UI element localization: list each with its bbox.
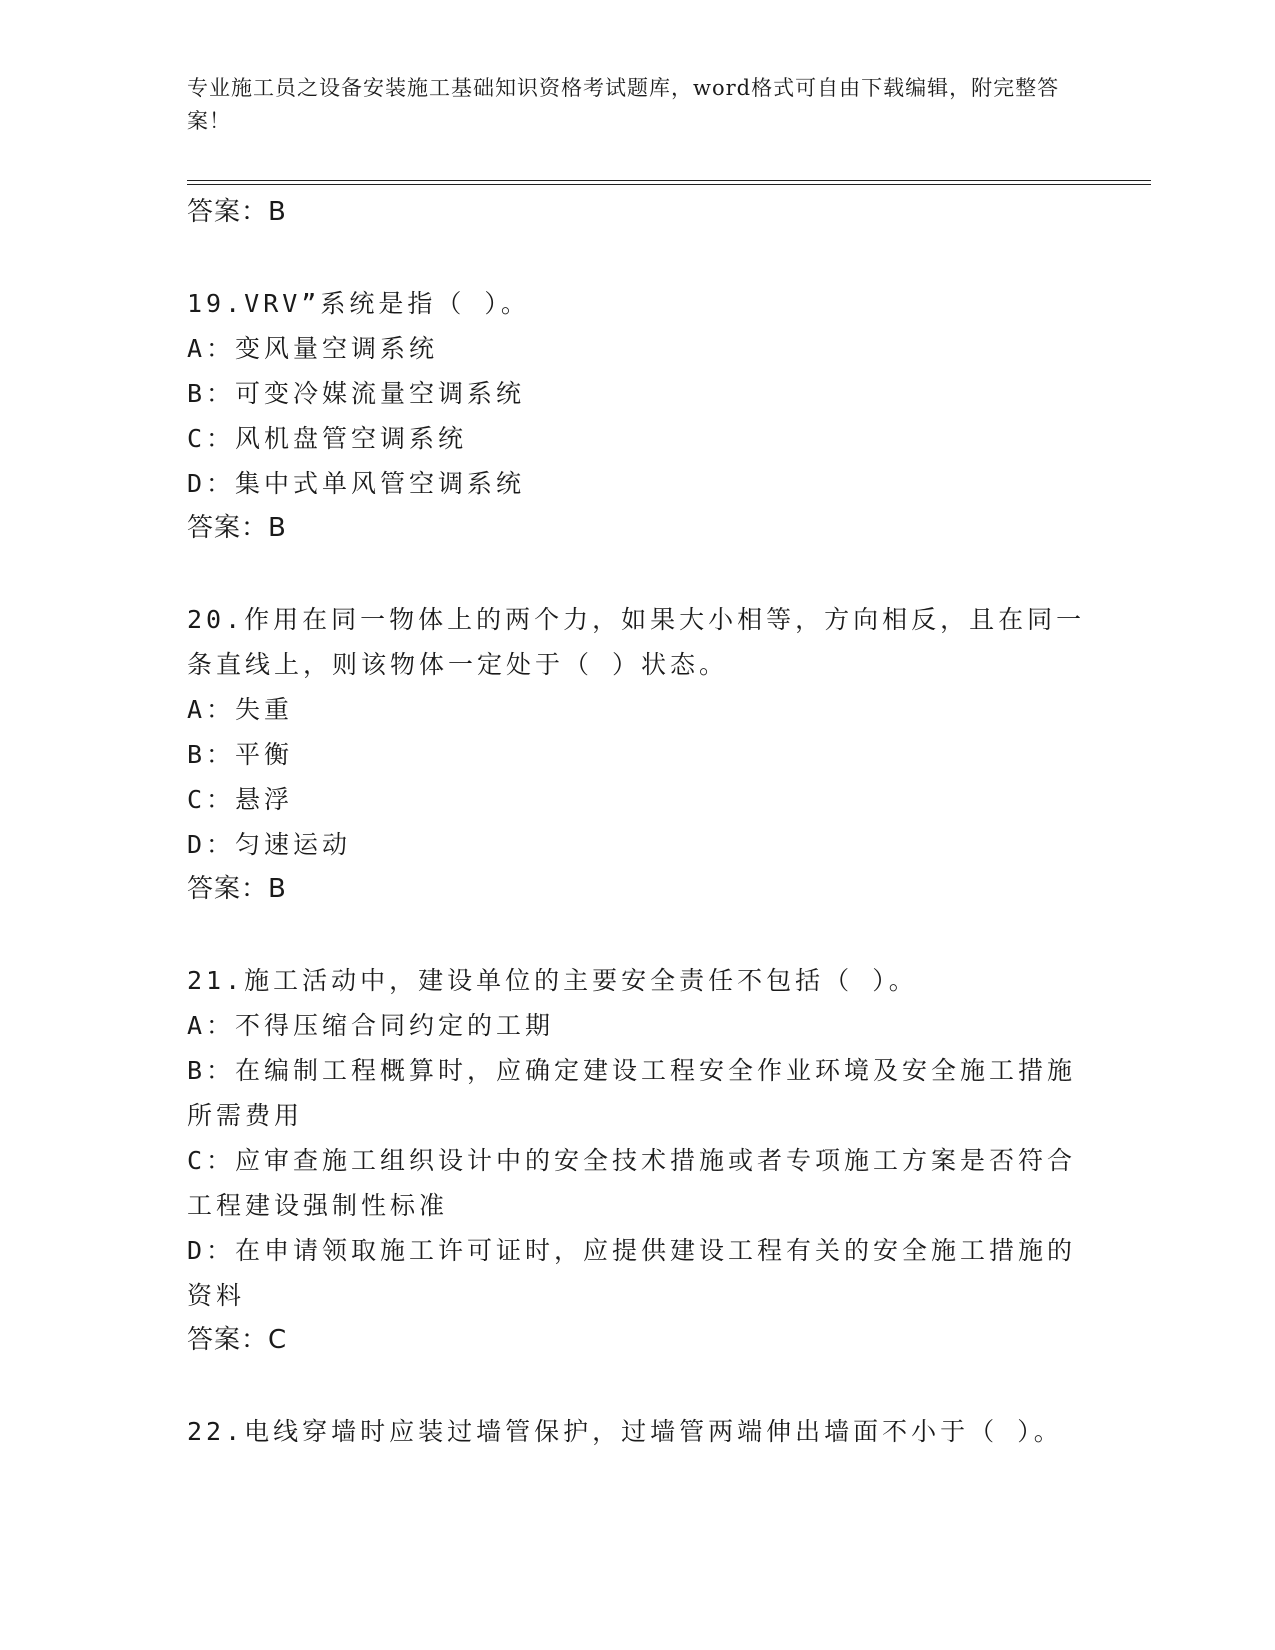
question-22 [187, 1409, 1087, 1454]
answer: 答案：B [187, 513, 287, 543]
question-stem: 20.作用在同一物体上的两个力，如果大小相等，方向相反，且在同一条直线上，则该物体一定处于（ ）状态。 [187, 605, 1086, 679]
option-b: B：平衡 [187, 740, 294, 769]
header-rule-top [187, 180, 1151, 181]
question-21 [187, 958, 1087, 1363]
option-a: A：变风量空调系统 [187, 334, 439, 363]
option-c: C：悬浮 [187, 785, 294, 814]
option-b: B：在编制工程概算时，应确定建设工程安全作业环境及安全施工措施所需费用 [187, 1056, 1077, 1130]
question-20 [187, 597, 1087, 912]
option-b: B：可变冷媒流量空调系统 [187, 379, 526, 408]
question-stem: 21.施工活动中，建设单位的主要安全责任不包括（ ）。 [187, 966, 918, 995]
option-c: C：应审查施工组织设计中的安全技术措施或者专项施工方案是否符合工程建设强制性标准 [187, 1146, 1077, 1220]
document-body [187, 190, 1087, 1454]
question-19 [187, 281, 1087, 551]
option-d: D：在申请领取施工许可证时，应提供建设工程有关的安全施工措施的资料 [187, 1236, 1077, 1310]
document-header: 专业施工员之设备安装施工基础知识资格考试题库，word格式可自由下载编辑，附完整答案！ [187, 76, 1060, 133]
question-stem: 19.VRV”系统是指（ ）。 [187, 289, 530, 318]
option-c: C：风机盘管空调系统 [187, 424, 468, 453]
header-rule-bottom [187, 184, 1151, 185]
answer: 答案：B [187, 874, 287, 904]
answer-prev: 答案：B [187, 197, 287, 227]
answer: 答案：C [187, 1325, 288, 1355]
question-stem: 22.电线穿墙时应装过墙管保护，过墙管两端伸出墙面不小于（ ）。 [187, 1417, 1063, 1446]
option-d: D：集中式单风管空调系统 [187, 469, 526, 498]
option-a: A：不得压缩合同约定的工期 [187, 1011, 555, 1040]
option-a: A：失重 [187, 695, 294, 724]
option-d: D：匀速运动 [187, 830, 352, 859]
